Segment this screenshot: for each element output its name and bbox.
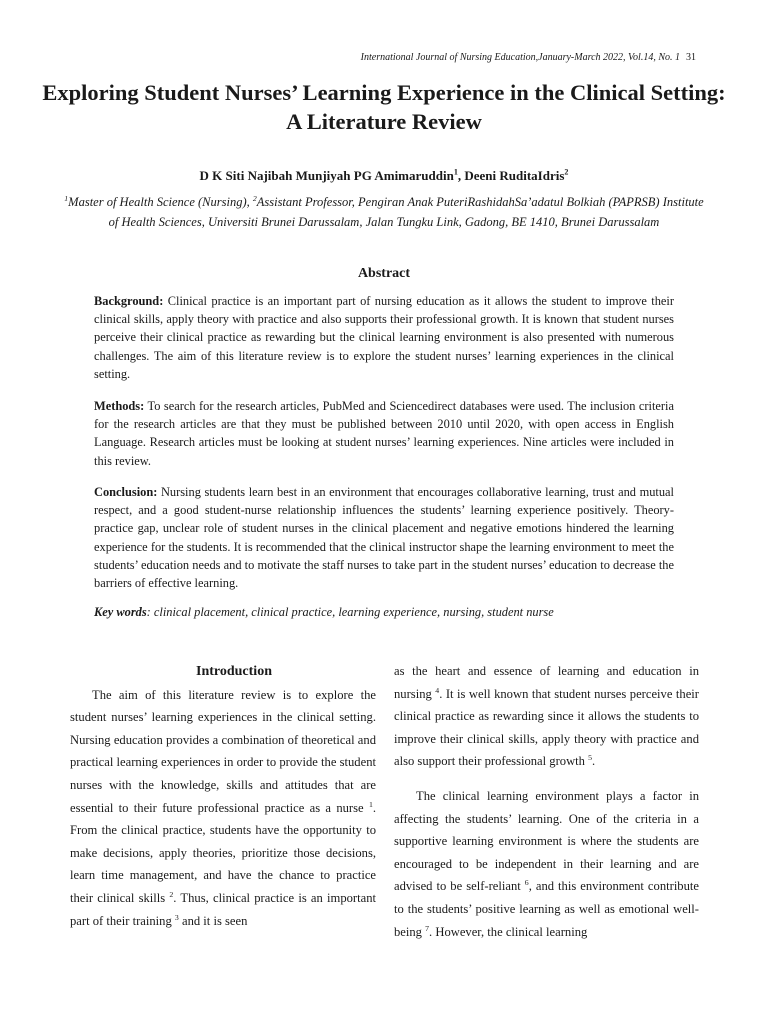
article-title: Exploring Student Nurses’ Learning Experience in the Clinical Setting: A Literature Review [42, 80, 726, 134]
author-2-affil-mark: 2 [564, 167, 569, 177]
intro-text: The aim of this literature review is to explore the student nurses’ learning experiences in the clinical setting. Nursing education provides a combination of theoretical and practical learning experiences in order to provide the student nurses with the knowledge, skills and attitudes that are essential to their future professional practice as a nurse [70, 687, 376, 815]
conclusion-text: Nursing students learn best in an environment that encourages collaborative learning, trust and mutual respect, and a good student-nurse relationship influences the students’ learning experience positively. Theory-practice gap, unclear role of student nurses in the clinical placement and negative emotions hindered the learning experience for the students. It is recommended that the clinical instructor shape the learning environment to meet the students’ education needs and to motivate the staff nurses to take part in the student nurses’ education to decrease the barriers of effective learning. [94, 485, 674, 591]
intro-paragraph-2 [394, 785, 699, 943]
keywords [94, 605, 674, 620]
intro-text: . However, the clinical learning [429, 924, 588, 939]
author-list [40, 168, 728, 184]
citation-3: 3 [174, 912, 179, 922]
intro-paragraph-1-continued [394, 660, 699, 773]
author-1: D K Siti Najibah Munjiyah PG Amimaruddin [199, 168, 454, 183]
author-2: Deeni RuditaIdris [464, 168, 565, 183]
affiliations [60, 192, 708, 232]
citation-2: 2 [169, 889, 174, 899]
intro-text: and it is seen [178, 913, 248, 928]
keywords-label: Key words [94, 605, 147, 619]
keywords-text: : clinical placement, clinical practice, learning experience, nursing, student nurse [146, 605, 554, 619]
citation-6: 6 [524, 878, 529, 888]
affil-mark-2: 2 [252, 193, 257, 203]
intro-text: . [592, 754, 596, 769]
page-number: 31 [686, 52, 696, 63]
introduction-heading: Introduction [196, 664, 272, 679]
intro-text: , and this environment contribute to the students’ positive learning as well as emotional well-being [394, 879, 699, 939]
intro-text: The clinical learning environment plays a factor in affecting the students’ learning. One of the criteria in a supportive learning environment is where the students are encouraged to be independent in their learning and are advised to be self-reliant [394, 788, 699, 894]
methods-text: To search for the research articles, PubMed and Sciencedirect databases were used. The inclusion criteria for the research articles are that they must be published between 2010 until 2020, with open access in English Language. Research articles must be looking at student nurses’ learning experiences. Nine articles were included in this review. [94, 399, 674, 468]
intro-text: as the heart and essence of learning and education in nursing [394, 664, 699, 701]
abstract-methods [94, 397, 674, 470]
intro-paragraph-1 [70, 684, 376, 933]
intro-text: . From the clinical practice, students have the opportunity to make decisions, apply theories, prioritize those decisions, learn time management, and have the chance to practice their clinical skills [70, 800, 376, 905]
citation-4: 4 [435, 685, 440, 695]
affiliation-1: Master of Health Science (Nursing), [68, 195, 253, 209]
author-separator: , [457, 168, 465, 183]
conclusion-label: Conclusion: [94, 485, 158, 499]
background-text: Clinical practice is an important part of nursing education as it allows the student to improve their clinical skills, apply theory with practice and also supports their professional growth. It is known that student nurses perceive their clinical practice as rewarding but the clinical learning environment is also presented with numerous challenges. The aim of this literature review is to explore the student nurses’ learning experiences in the clinical setting. [94, 294, 674, 381]
abstract-heading: Abstract [357, 266, 411, 281]
citation-7: 7 [425, 923, 430, 933]
journal-citation: International Journal of Nursing Education,January-March 2022, Vol.14, No. 1 [360, 52, 680, 63]
citation-5: 5 [588, 753, 593, 763]
intro-text: . It is well known that student nurses perceive their clinical practice as rewarding since it allows the students to improve their clinical skills, apply theory with practice and also support their professional growth [394, 686, 699, 769]
running-header [361, 52, 696, 63]
affiliation-2: Assistant Professor, Pengiran Anak PuteriRashidahSa’adatul Bolkiah (PAPRSB) Institute of Health Sciences, Universiti Brunei Darussalam, Jalan Tungku Link, Gadong, BE 1410, Brunei Darussalam [108, 195, 704, 229]
left-column [70, 661, 376, 932]
methods-label: Methods: [94, 399, 145, 413]
author-1-affil-mark: 1 [453, 167, 458, 177]
abstract-conclusion [94, 483, 674, 592]
background-label: Background: [94, 294, 164, 308]
affil-mark-1: 1 [64, 193, 69, 203]
right-column [394, 660, 699, 943]
abstract-background [94, 292, 674, 383]
intro-text: . Thus, clinical practice is an important part of their training [70, 890, 377, 928]
citation-1: 1 [368, 799, 373, 809]
